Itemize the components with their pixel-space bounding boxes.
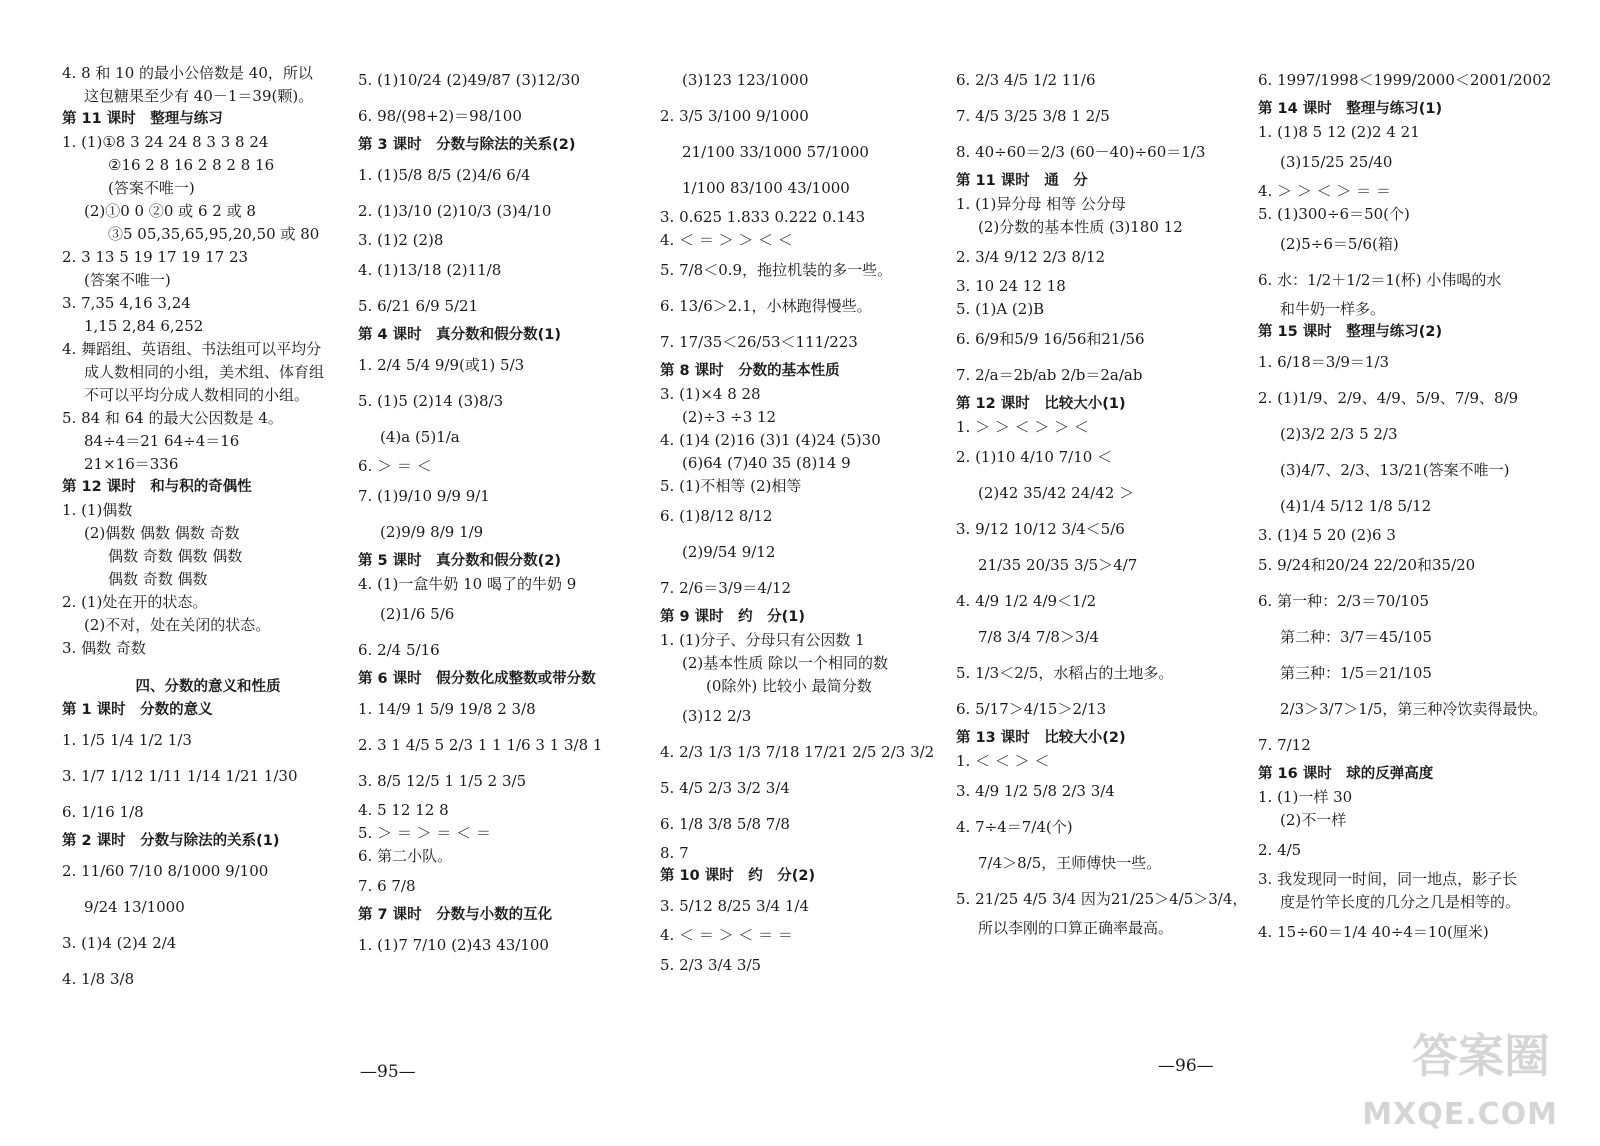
answer-column-1 <box>62 62 354 997</box>
answer-line: 6. 2/4 5/16 <box>358 640 440 659</box>
answer-column-4 <box>956 62 1248 940</box>
answer-line: 8. 40÷60＝2/3 (60－40)÷60＝1/3 <box>956 142 1206 161</box>
lesson-heading: 第 11 课时 整理与练习 <box>62 111 223 127</box>
answer-line: (答案不唯一) <box>108 179 195 197</box>
lesson-heading: 第 4 课时 真分数和假分数(1) <box>358 327 562 343</box>
answer-line: 4. ＜ ＝ ＞ ＜ ＝ ＝ <box>660 926 793 944</box>
answer-line: 5. 1/3＜2/5，水稻占的土地多。 <box>956 663 1174 682</box>
answer-line: 5. 9/24和20/24 22/20和35/20 <box>1258 555 1476 574</box>
answer-line: 2. 3/4 9/12 2/3 8/12 <box>956 247 1106 266</box>
answer-line: 2/3＞3/7＞1/5，第三种冷饮卖得最快。 <box>1280 699 1548 718</box>
answer-line: 3. 0.625 1.833 0.222 0.143 <box>660 208 866 226</box>
section-title: 四、分数的意义和性质 <box>135 679 281 695</box>
answer-line: 6. 13/6＞2.1，小林跑得慢些。 <box>660 296 872 315</box>
answer-line: (2)÷3 ÷3 12 <box>682 408 777 426</box>
answer-line: 4. 舞蹈组、英语组、书法组可以平均分 <box>62 340 322 358</box>
answer-line: 5. 7/8＜0.9，拖拉机装的多一些。 <box>660 260 893 279</box>
answer-line: 5. (1)不相等 (2)相等 <box>660 477 802 495</box>
answer-line: (3)123 123/1000 <box>682 70 809 89</box>
answer-line: 2. 11/60 7/10 8/1000 9/100 <box>62 861 269 880</box>
answer-line: (2)5÷6＝5/6(箱) <box>1280 234 1399 253</box>
answer-line: 1,15 2,84 6,252 <box>84 317 204 335</box>
answer-line: 4. 15÷60＝1/4 40÷4＝10(厘米) <box>1258 922 1489 941</box>
answer-line: 2. (1)处在开的状态。 <box>62 593 208 611</box>
lesson-heading: 第 5 课时 真分数和假分数(2) <box>358 553 562 569</box>
answer-line: 1. (1)8 5 12 (2)2 4 21 <box>1258 123 1420 141</box>
answer-line: 这包糖果至少有 40－1＝39(颗)。 <box>84 87 314 105</box>
answer-line: 7. (1)9/10 9/9 9/1 <box>358 486 490 505</box>
answer-line: (2)分数的基本性质 (3)180 12 <box>978 218 1183 236</box>
answer-line: 7. 4/5 3/25 3/8 1 2/5 <box>956 106 1110 125</box>
answer-line: 4. (1)13/18 (2)11/8 <box>358 260 502 279</box>
answer-line: (0除外) 比较小 最简分数 <box>706 677 872 695</box>
answer-line: 4. (1)4 (2)16 (3)1 (4)24 (5)30 <box>660 431 881 449</box>
answer-line: 7/8 3/4 7/8＞3/4 <box>978 627 1100 646</box>
answer-line: 4. 2/3 1/3 1/3 7/18 17/21 2/5 2/3 3/2 <box>660 742 935 761</box>
answer-line: 4. 7÷4＝7/4(个) <box>956 817 1073 836</box>
answer-line: 6. (1)8/12 8/12 <box>660 506 773 525</box>
answer-line: 2. (1)10 4/10 7/10 ＜ <box>956 447 1113 466</box>
answer-line: 21×16＝336 <box>84 455 179 473</box>
answer-line: 1. (1)5/8 8/5 (2)4/6 6/4 <box>358 165 531 184</box>
answer-line: 21/100 33/1000 57/1000 <box>682 142 869 161</box>
answer-column-3 <box>660 62 952 983</box>
answer-line: 偶数 奇数 偶数 偶数 <box>108 547 243 565</box>
answer-line: 2. (1)3/10 (2)10/3 (3)4/10 <box>358 201 552 220</box>
answer-line: 2. (1)1/9、2/9、4/9、5/9、7/9、8/9 <box>1258 388 1519 407</box>
answer-column-5 <box>1258 62 1558 950</box>
answer-line: 5. 4/5 2/3 3/2 3/4 <box>660 778 790 797</box>
answer-line: 7. 7/12 <box>1258 735 1311 754</box>
answer-line: 8. 7 <box>660 844 689 862</box>
answer-line: 第二种：3/7＝45/105 <box>1280 627 1432 646</box>
answer-line: 5. (1)10/24 (2)49/87 (3)12/30 <box>358 70 581 89</box>
answer-line: ③5 05,35,65,95,20,50 或 80 <box>108 225 320 243</box>
answer-line: 3. (1)2 (2)8 <box>358 231 444 249</box>
lesson-heading: 第 1 课时 分数的意义 <box>62 702 213 718</box>
answer-line: (2)42 35/42 24/42 ＞ <box>978 483 1135 502</box>
watermark-url-text: MXQE.COM <box>1362 1097 1558 1132</box>
lesson-heading: 第 16 课时 球的反弹高度 <box>1258 766 1434 782</box>
answer-line: 5. 2/3 3/4 3/5 <box>660 955 762 974</box>
lesson-heading: 第 11 课时 通 分 <box>956 173 1088 189</box>
lesson-heading: 第 6 课时 假分数化成整数或带分数 <box>358 671 596 687</box>
answer-line: 6. 6/9和5/9 16/56和21/56 <box>956 329 1145 348</box>
answer-line: 3. 9/12 10/12 3/4＜5/6 <box>956 519 1125 538</box>
page-number-right: —96— <box>1158 1056 1214 1076</box>
answer-line: 5. (1)5 (2)14 (3)8/3 <box>358 391 504 410</box>
answer-line: 3. 4/9 1/2 5/8 2/3 3/4 <box>956 781 1115 800</box>
answer-line: (2)9/54 9/12 <box>682 542 776 561</box>
lesson-heading: 第 12 课时 和与积的奇偶性 <box>62 479 252 495</box>
answer-line: (4)1/4 5/12 1/8 5/12 <box>1280 496 1432 515</box>
answer-line: 2. 3 13 5 19 17 19 17 23 <box>62 248 249 266</box>
page-number-left: —95— <box>360 1062 416 1082</box>
answer-line: 和牛奶一样多。 <box>1280 300 1386 318</box>
lesson-heading: 第 3 课时 分数与除法的关系(2) <box>358 137 576 153</box>
answer-line: (答案不唯一) <box>84 271 171 289</box>
answer-line: (3)15/25 25/40 <box>1280 152 1393 171</box>
answer-line: 1. (1)一样 30 <box>1258 788 1353 806</box>
answer-line: 1. 2/4 5/4 9/9(或1) 5/3 <box>358 355 525 374</box>
answer-line: 3. (1)×4 8 28 <box>660 385 761 403</box>
answer-line: 4. 4/9 1/2 4/9＜1/2 <box>956 591 1097 610</box>
answer-line: (2)偶数 偶数 偶数 奇数 <box>84 524 240 542</box>
answer-line: 1. 14/9 1 5/9 19/8 2 3/8 <box>358 699 536 718</box>
answer-line: (2)①0 0 ②0 或 6 2 或 8 <box>84 202 256 220</box>
answer-line: 6. ＞ ＝ ＜ <box>358 457 432 475</box>
answer-line: 7/4＞8/5，王师傅快一些。 <box>978 853 1162 872</box>
answer-line: 6. 5/17＞4/15＞2/13 <box>956 699 1107 718</box>
answer-line: 2. 4/5 <box>1258 840 1302 859</box>
answer-line: 1. (1)偶数 <box>62 501 133 519</box>
answer-line: 3. (1)4 5 20 (2)6 3 <box>1258 526 1396 544</box>
answer-line: 4. ＜ ＝ ＞ ＞ ＜ ＜ <box>660 231 793 249</box>
lesson-heading: 第 14 课时 整理与练习(1) <box>1258 101 1443 117</box>
answer-column-2 <box>358 62 650 963</box>
answer-line: 5. 21/25 4/5 3/4 因为21/25＞4/5＞3/4， <box>956 889 1248 908</box>
answer-line: 6. 2/3 4/5 1/2 11/6 <box>956 70 1096 89</box>
answer-line: 1. (1)异分母 相等 公分母 <box>956 195 1126 213</box>
answer-line: 偶数 奇数 偶数 <box>108 570 208 588</box>
lesson-heading: 第 13 课时 比较大小(2) <box>956 730 1126 746</box>
answer-line: 21/35 20/35 3/5＞4/7 <box>978 555 1138 574</box>
answer-line: 6. 1997/1998＜1999/2000＜2001/2002 <box>1258 70 1552 89</box>
answer-line: 3. (1)4 (2)4 2/4 <box>62 933 177 952</box>
answer-line: 1. (1)①8 3 24 24 8 3 3 8 24 <box>62 133 269 151</box>
answer-line: 1. 6/18＝3/9＝1/3 <box>1258 352 1390 371</box>
answer-line: 6. 水：1/2＋1/2＝1(杯) 小伟喝的水 <box>1258 270 1502 289</box>
answer-line: 5. ＞ ＝ ＞ ＝ ＜ ＝ <box>358 824 491 842</box>
answer-line: 4. 1/8 3/8 <box>62 969 135 988</box>
answer-line: 3. 7,35 4,16 3,24 <box>62 294 191 312</box>
lesson-heading: 第 15 课时 整理与练习(2) <box>1258 324 1443 340</box>
answer-line: 7. 6 7/8 <box>358 876 416 895</box>
answer-line: 不可以平均分成人数相同的小组。 <box>84 386 310 404</box>
answer-line: 3. 偶数 奇数 <box>62 639 146 657</box>
answer-line: ②16 2 8 16 2 8 2 8 16 <box>108 156 275 174</box>
answer-line: 2. 3 1 4/5 5 2/3 1 1 1/6 3 1 3/8 1 <box>358 735 603 754</box>
answer-line: 所以李刚的口算正确率最高。 <box>978 919 1174 937</box>
answer-line: 3. 我发现同一时间，同一地点，影子长 <box>1258 870 1518 888</box>
answer-line: (2)1/6 5/6 <box>380 604 455 623</box>
answer-line: 6. 1/8 3/8 5/8 7/8 <box>660 814 790 833</box>
answer-line: 3. 8/5 12/5 1 1/5 2 3/5 <box>358 771 527 790</box>
lesson-heading: 第 2 课时 分数与除法的关系(1) <box>62 833 280 849</box>
answer-line: 第三种：1/5＝21/105 <box>1280 663 1432 682</box>
lesson-heading: 第 10 课时 约 分(2) <box>660 868 816 884</box>
answer-line: 7. 17/35＜26/53＜111/223 <box>660 332 858 351</box>
lesson-heading: 第 12 课时 比较大小(1) <box>956 396 1126 412</box>
answer-line: 3. 1/7 1/12 1/11 1/14 1/21 1/30 <box>62 766 298 785</box>
answer-line: 9/24 13/1000 <box>84 897 185 916</box>
answer-line: 5. 6/21 6/9 5/21 <box>358 296 479 315</box>
answer-line: (2)不对，处在关闭的状态。 <box>84 616 271 634</box>
answer-line: 3. 10 24 12 18 <box>956 277 1066 295</box>
answer-line: 度是竹竿长度的几分之几是相等的。 <box>1280 893 1521 911</box>
answer-line: 2. 3/5 3/100 9/1000 <box>660 106 809 125</box>
answer-line: (3)12 2/3 <box>682 706 752 725</box>
answer-line: 1. (1)分子、分母只有公因数 1 <box>660 631 865 649</box>
lesson-heading: 第 8 课时 分数的基本性质 <box>660 363 840 379</box>
answer-line: 1. (1)7 7/10 (2)43 43/100 <box>358 935 549 954</box>
answer-line: 1. 1/5 1/4 1/2 1/3 <box>62 730 192 749</box>
answer-line: 3. 5/12 8/25 3/4 1/4 <box>660 896 810 915</box>
answer-line: (3)4/7、2/3、13/21(答案不唯一) <box>1280 460 1510 479</box>
lesson-heading: 第 9 课时 约 分(1) <box>660 609 806 625</box>
answer-line: 84÷4＝21 64÷4＝16 <box>84 432 240 450</box>
answer-line: 7. 2/6＝3/9＝4/12 <box>660 578 792 597</box>
answer-line: 4. ＞ ＞ ＜ ＞ ＝ ＝ <box>1258 182 1391 200</box>
answer-line: 6. 1/16 1/8 <box>62 802 144 821</box>
answer-line: 7. 2/a＝2b/ab 2/b＝2a/ab <box>956 365 1143 384</box>
lesson-heading: 第 7 课时 分数与小数的互化 <box>358 907 553 923</box>
answer-line: 成人数相同的小组，美术组、体育组 <box>84 363 325 381</box>
answer-line: 4. 8 和 10 的最小公倍数是 40，所以 <box>62 64 313 82</box>
answer-line: (2)不一样 <box>1280 811 1347 829</box>
answer-line: (2)基本性质 除以一个相同的数 <box>682 654 889 672</box>
answer-line: (2)3/2 2/3 5 2/3 <box>1280 424 1398 443</box>
answer-line: 1. ＞ ＞ ＜ ＞ ＞ ＜ <box>956 418 1089 436</box>
answer-line: (6)64 (7)40 35 (8)14 9 <box>682 454 851 472</box>
answer-line: 4. (1)一盒牛奶 10 喝了的牛奶 9 <box>358 575 577 593</box>
answer-line: 6. 98/(98+2)＝98/100 <box>358 106 522 125</box>
answer-line: 6. 第二小队。 <box>358 847 453 865</box>
answer-line: 4. 5 12 12 8 <box>358 801 449 819</box>
answer-line: (4)a (5)1/a <box>380 427 460 446</box>
answer-line: 5. (1)A (2)B <box>956 300 1045 318</box>
answer-line: 5. (1)300÷6＝50(个) <box>1258 205 1410 223</box>
answer-line: 1/100 83/100 43/1000 <box>682 178 850 197</box>
answer-line: 1. ＜ ＜ ＞ ＜ <box>956 752 1050 770</box>
answer-line: 6. 第一种：2/3＝70/105 <box>1258 591 1429 610</box>
watermark-logo-text: 答案圈 <box>1412 1029 1550 1083</box>
answer-line: (2)9/9 8/9 1/9 <box>380 522 484 541</box>
answer-line: 5. 84 和 64 的最大公因数是 4。 <box>62 409 283 427</box>
